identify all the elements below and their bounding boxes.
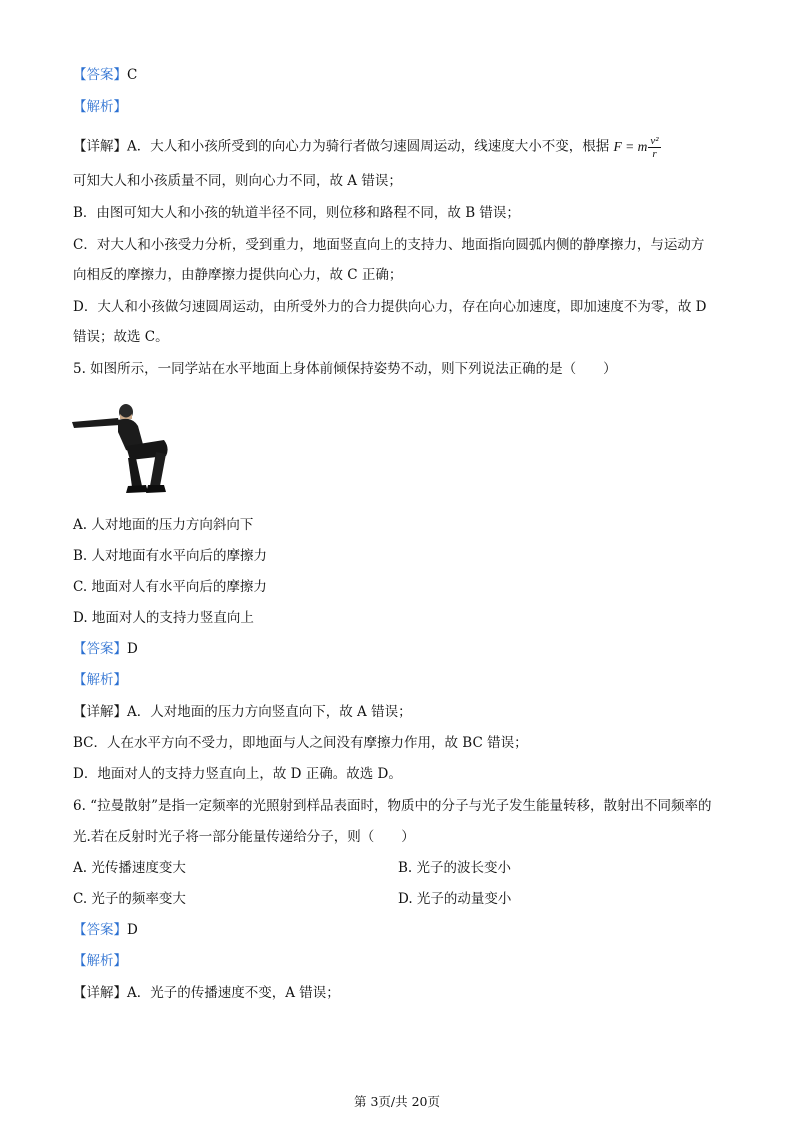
page-footer: 第 3页/共 20页	[353, 1094, 441, 1109]
q5-option-b: B. 人对地面有水平向后的摩擦力	[73, 548, 268, 564]
q4-detail-line-4: C．对大人和小孩受力分析，受到重力，地面竖直向上的支持力、地面指向圆弧内侧的静摩擦力，与运动方	[73, 237, 705, 253]
detail-tag: 【详解】	[73, 138, 127, 155]
squatting-person-figure	[66, 388, 178, 500]
q6-stem-line-2: 光.若在反射时光子将一部分能量传递给分子，则（ ）	[73, 829, 415, 845]
detail-tag: 【详解】	[73, 704, 127, 720]
answer-value: D	[127, 922, 138, 938]
q4-detail-line-6: D．大人和小孩做匀速圆周运动，由所受外力的合力提供向心力，存在向心加速度，即加速度不为零，故 D	[73, 299, 707, 315]
q4-detail-line-5: 向相反的摩擦力，由静摩擦力提供向心力，故 C 正确；	[73, 267, 403, 283]
q5-stem: 5. 如图所示，一同学站在水平地面上身体前倾保持姿势不动，则下列说法正确的是（ ）	[73, 361, 617, 377]
q5-option-a: A. 人对地面的压力方向斜向下	[73, 517, 254, 533]
centripetal-force-formula: F = m $\frac{\text{v²}}{r}$	[613, 135, 659, 160]
q5-answer-line	[73, 640, 138, 658]
q6-detail-line-1: 【详解】A．光子的传播速度不变，A 错误；	[73, 985, 340, 1001]
q6-option-b: B. 光子的波长变小	[398, 860, 512, 876]
q6-stem-line-1: 6. “拉曼散射”是指一定频率的光照射到样品表面时，物质中的分子与光子发生能量转移，散射出不同频率的	[73, 798, 712, 814]
q4-detail-line-1	[73, 135, 661, 160]
q6-answer-line	[73, 921, 138, 939]
answer-value: C	[127, 67, 138, 83]
q6-option-d: D. 光子的动量变小	[398, 891, 512, 907]
q6-analysis-tag: 【解析】	[73, 953, 127, 969]
answer-value: D	[127, 641, 138, 657]
q6-option-c: C. 光子的频率变大	[73, 891, 186, 907]
q4-detail-line-3: B．由图可知大人和小孩的轨道半径不同，则位移和路程不同，故 B 错误；	[73, 205, 520, 221]
answer-tag: 【答案】	[73, 67, 127, 83]
answer-tag: 【答案】	[73, 922, 127, 938]
q5-option-c: C. 地面对人有水平向后的摩擦力	[73, 579, 267, 595]
detail-tag: 【详解】	[73, 985, 127, 1001]
detail-text: A．大人和小孩所受到的向心力为骑行者做匀速圆周运动，线速度大小不变，根据	[127, 138, 610, 155]
q4-analysis-tag: 【解析】	[73, 99, 127, 115]
q5-analysis-tag: 【解析】	[73, 672, 127, 688]
answer-tag: 【答案】	[73, 641, 127, 657]
q5-option-d: D. 地面对人的支持力竖直向上	[73, 610, 254, 626]
q4-detail-line-7: 错误；故选 C。	[73, 329, 169, 345]
q5-detail-line-3: D．地面对人的支持力竖直向上，故 D 正确。故选 D。	[73, 766, 402, 782]
q5-detail-line-1: 【详解】A．人对地面的压力方向竖直向下，故 A 错误；	[73, 704, 412, 720]
q4-answer-line	[73, 66, 137, 84]
q5-detail-line-2: BC．人在水平方向不受力，即地面与人之间没有摩擦力作用，故 BC 错误；	[73, 735, 528, 751]
q4-detail-line-2: 可知大人和小孩质量不同，则向心力不同，故 A 错误；	[73, 173, 402, 189]
q6-option-a: A. 光传播速度变大	[73, 860, 186, 876]
